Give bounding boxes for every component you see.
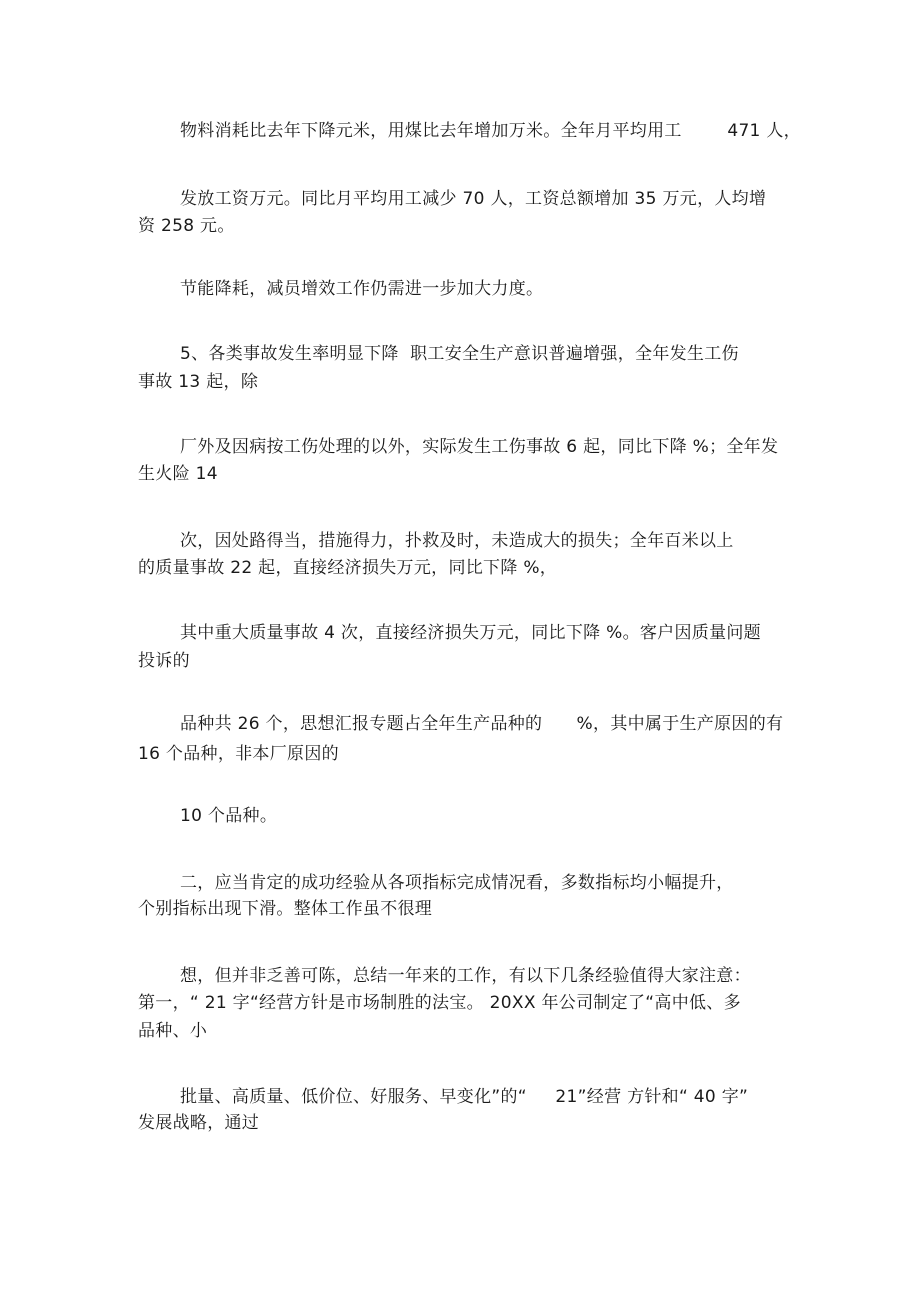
text-line: 其中重大质量事故 4 次，直接经济损失万元，同比下降 %。客户因质量问题 <box>180 623 761 643</box>
text-line: 投诉的 <box>138 651 190 671</box>
text-line: 想，但并非乏善可陈，总结一年来的工作，有以下几条经验值得大家注意： <box>180 966 751 986</box>
text-line: 5、各类事故发生率明显下降 职工安全生产意识普遍增强，全年发生工伤 <box>180 344 739 364</box>
text-line: 10 个品种。 <box>180 806 278 826</box>
text-line: 二，应当肯定的成功经验从各项指标完成情况看，多数指标均小幅提升， <box>180 873 734 893</box>
text-line: 批量、高质量、低价位、好服务、早变化”的“ 21”经营 方针和“ 40 字” <box>180 1087 749 1107</box>
text-line: 次，因处路得当，措施得力，扑救及时，未造成大的损失；全年百米以上 <box>180 531 734 551</box>
text-line: 品种共 26 个，思想汇报专题占全年生产品种的 %，其中属于生产原因的有 <box>180 714 784 734</box>
text-line: 的质量事故 22 起，直接经济损失万元，同比下降 %， <box>138 558 558 578</box>
text-line: 厂外及因病按工伤处理的以外，实际发生工伤事故 6 起，同比下降 %；全年发 <box>180 437 779 457</box>
text-line: 发展战略，通过 <box>138 1113 260 1133</box>
text-line: 个别指标出现下滑。整体工作虽不很理 <box>138 899 433 919</box>
text-line: 事故 13 起，除 <box>138 372 259 392</box>
text-line: 节能降耗，减员增效工作仍需进一步加大力度。 <box>180 279 544 299</box>
text-line: 发放工资万元。同比月平均用工减少 70 人，工资总额增加 35 万元，人均增 <box>180 189 767 209</box>
text-line: 品种、小 <box>138 1021 208 1041</box>
text-line: 物料消耗比去年下降元米，用煤比去年增加万米。全年月平均用工 471 人， <box>180 121 801 141</box>
text-line: 16 个品种，非本厂原因的 <box>138 744 339 764</box>
text-line: 生火险 14 <box>138 464 218 484</box>
text-line: 第一，“ 21 字“经营方针是市场制胜的法宝。 20XX 年公司制定了“高中低、多 <box>138 993 741 1013</box>
text-line: 资 258 元。 <box>138 216 235 236</box>
